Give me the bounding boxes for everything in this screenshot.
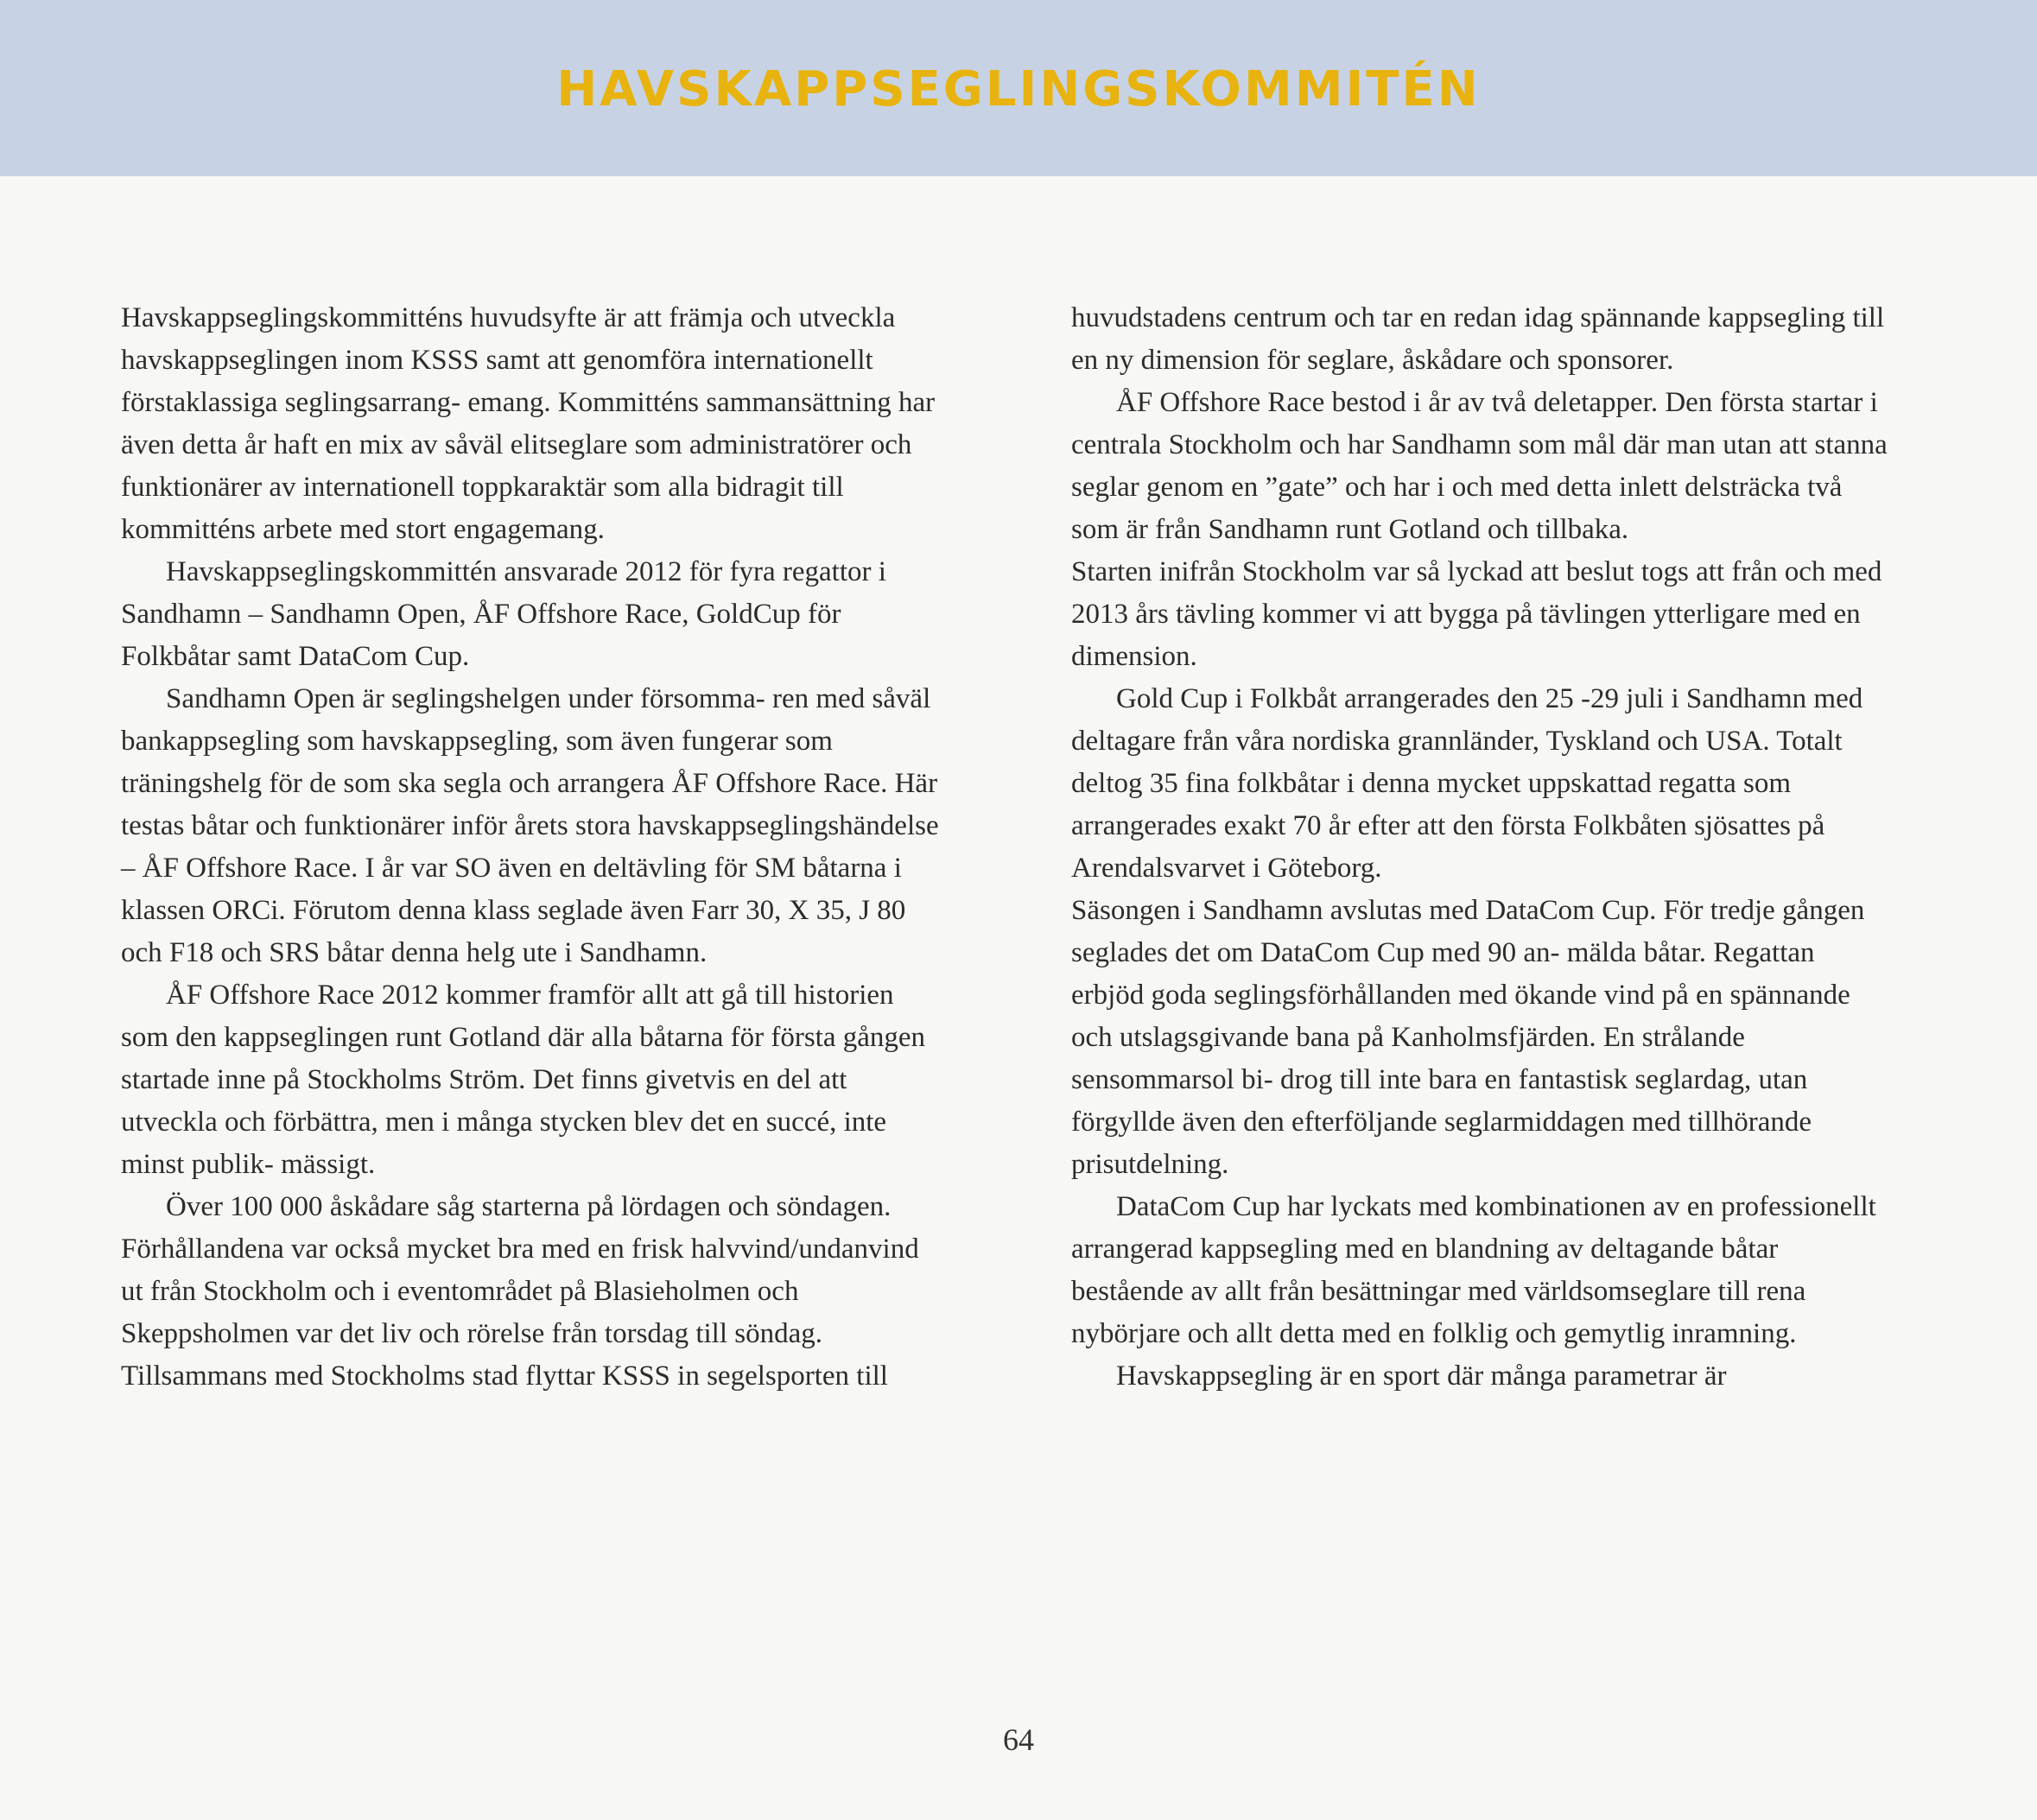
- paragraph: Säsongen i Sandhamn avslutas med DataCom Cup. För tredje gången seglades det om DataCom Cup med 90 an- mälda båtar. Regattan erbjöd goda seglingsförhållanden med ökande vind på en spännande och utslagsgivande bana på Kanholmsfjärden. En strålande sensommarsol bi- drog till inte bara en fantastisk seglardag, utan förgyllde även den efterföljande seglarmiddagen med tillhörande prisutdelning.: [1071, 895, 1865, 1180]
- header-band: [0, 0, 2037, 176]
- page-title: HAVSKAPPSEGLINGSKOMMITÉN: [556, 61, 1481, 117]
- paragraph: Havskappsegling är en sport där många parametrar är: [1116, 1360, 1727, 1392]
- right-text-column: [1071, 297, 1892, 1398]
- paragraph: Sandhamn Open är seglingshelgen under försomma- ren med såväl bankappsegling som havskappsegling, som även fungerar som träningshelg för de som ska segla och arrangera ÅF Offshore Race. Här testas båtar och funktionärer inför årets stora havskappseglingshändelse – ÅF Offshore Race. I år var SO även en deltävling för SM båtarna i klassen ORCi. Förutom denna klass seglade även Farr 30, X 35, J 80 och F18 och SRS båtar denna helg ute i Sandhamn.: [121, 683, 939, 968]
- paragraph: Starten inifrån Stockholm var så lyckad att beslut togs att från och med 2013 års tävling kommer vi att bygga på tävlingen ytterligare med en dimension.: [1071, 556, 1882, 672]
- left-text-column: [121, 297, 942, 1398]
- paragraph: Gold Cup i Folkbåt arrangerades den 25 -29 juli i Sandhamn med deltagare från våra nordiska grannländer, Tyskland och USA. Totalt deltog 35 fina folkbåtar i denna mycket uppskattad regatta som arrangerades exakt 70 år efter att den första Folkbåten sjösattes på Arendalsvarvet i Göteborg.: [1071, 683, 1863, 884]
- paragraph: Havskappseglingskommittén ansvarade 2012 för fyra regattor i Sandhamn – Sandhamn Open, ÅF Offshore Race, GoldCup för Folkbåtar samt DataCom Cup.: [121, 556, 886, 672]
- paragraph: ÅF Offshore Race bestod i år av två deletapper. Den första startar i centrala Stockholm och har Sandhamn som mål där man utan att stanna seglar genom en ”gate” och har i och med detta inlett delsträcka två som är från Sandhamn runt Gotland och tillbaka.: [1071, 387, 1888, 545]
- paragraph: huvudstadens centrum och tar en redan idag spännande kappsegling till en ny dimension för seglare, åskådare och sponsorer.: [1071, 302, 1885, 376]
- page-number: 64: [1003, 1722, 1034, 1757]
- paragraph: DataCom Cup har lyckats med kombinationen av en professionellt arrangerad kappsegling med en blandning av deltagande båtar bestående av allt från besättningar med världsomseglare till rena nybörjare och allt detta med en folklig och gemytlig inramning.: [1071, 1191, 1876, 1349]
- paragraph: Havskappseglingskommitténs huvudsyfte är att främja och utveckla havskappseglingen inom KSSS samt att genomföra internationellt förstaklassiga seglingsarrang- emang. Kommitténs sammansättning har även detta år haft en mix av såväl elitseglare som administratörer och funktionärer av internationell toppkaraktär som alla bidragit till kommitténs arbete med stort engagemang.: [121, 302, 936, 545]
- paragraph: ÅF Offshore Race 2012 kommer framför allt att gå till historien som den kappseglingen runt Gotland där alla båtarna för första gången startade inne på Stockholms Ström. Det finns givetvis en del att utveckla och förbättra, men i många stycken blev det en succé, inte minst publik- mässigt.: [121, 980, 926, 1180]
- paragraph: Över 100 000 åskådare såg starterna på lördagen och söndagen. Förhållandena var också mycket bra med en frisk halvvind/undanvind ut från Stockholm och i eventområdet på Blasieholmen och Skeppsholmen var det liv och rörelse från torsdag till söndag. Tillsammans med Stockholms stad flyttar KSSS in segelsporten till: [121, 1191, 919, 1392]
